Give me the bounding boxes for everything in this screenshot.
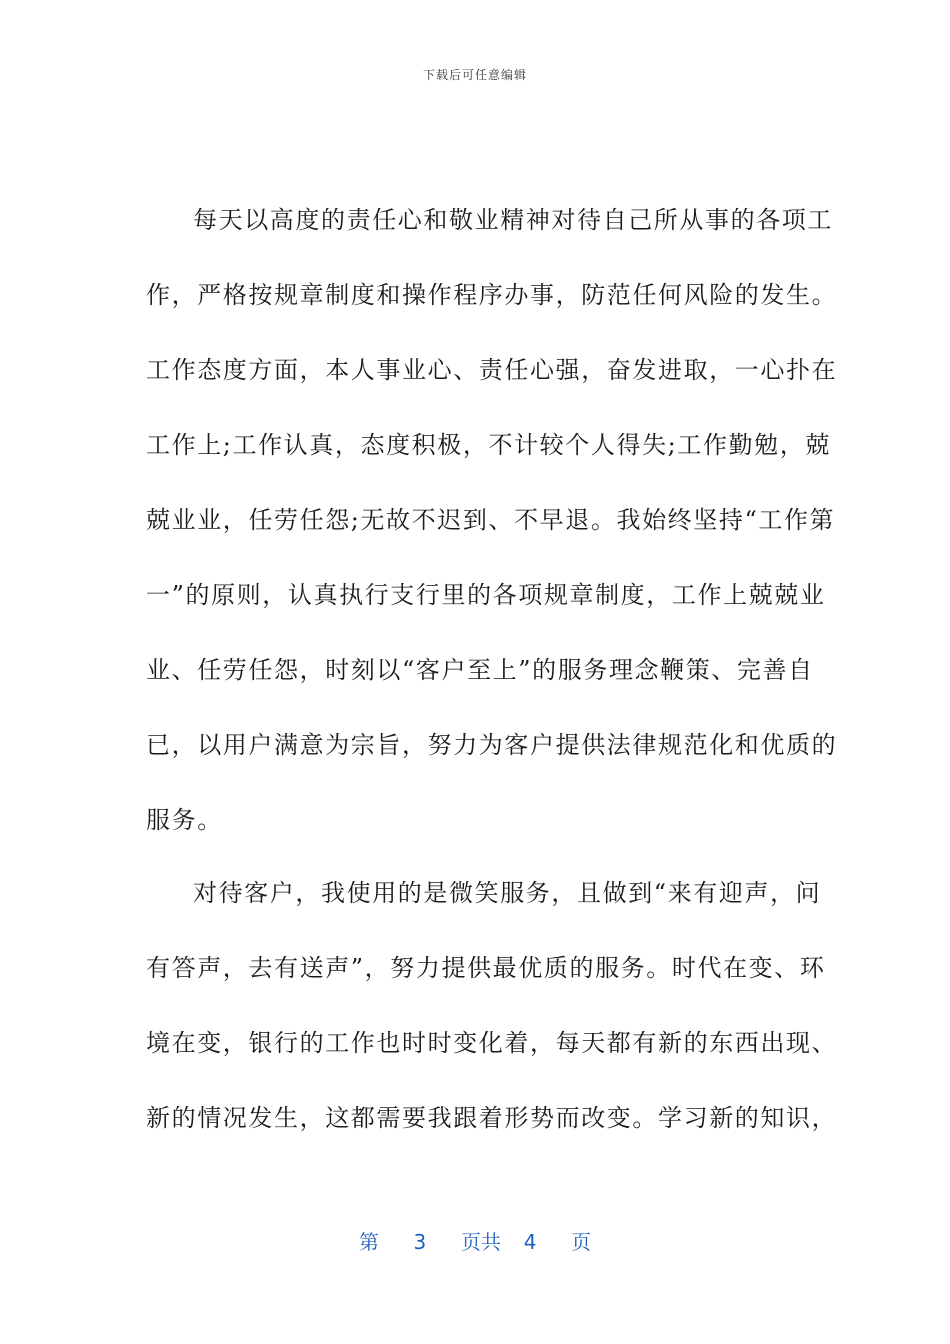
header-note: 下载后可任意编辑 (422, 68, 527, 82)
text-line: 一”的原则，认真执行支行里的各项规章制度，工作上兢兢业 (146, 581, 826, 609)
text-line: 境在变，银行的工作也时时变化着，每天都有新的东西出现、 (146, 1029, 838, 1057)
page-label-prefix: 第 (358, 1230, 379, 1254)
current-page-number: 3 (413, 1230, 427, 1254)
text-line: 已，以用户满意为宗旨，努力为客户提供法律规范化和优质的 (146, 731, 838, 759)
text-line: 每天以高度的责任心和敬业精神对待自己所从事的各项工 (193, 206, 833, 234)
text-line: 工作上;工作认真，态度积极，不计较个人得失;工作勤勉，兢 (146, 431, 831, 459)
page-label-middle: 页共 (461, 1230, 501, 1254)
text-line: 新的情况发生，这都需要我跟着形势而改变。学习新的知识， (146, 1104, 838, 1132)
text-line: 有答声，去有送声”，努力提供最优质的服务。时代在变、环 (146, 954, 826, 982)
page-footer (0, 1226, 950, 1255)
text-line: 服务。 (146, 806, 223, 834)
page-label-suffix: 页 (571, 1230, 592, 1254)
text-line: 业、任劳任怨，时刻以“客户至上”的服务理念鞭策、完善自 (146, 656, 814, 684)
text-line: 对待客户，我使用的是微笑服务，且做到“来有迎声，问 (193, 879, 822, 907)
text-line: 兢业业，任劳任怨;无故不迟到、不早退。我始终坚持“工作第 (146, 506, 836, 534)
text-line: 工作态度方面，本人事业心、责任心强，奋发进取，一心扑在 (146, 356, 838, 384)
text-line: 作，严格按规章制度和操作程序办事，防范任何风险的发生。 (146, 281, 838, 309)
total-page-number: 4 (523, 1230, 537, 1254)
